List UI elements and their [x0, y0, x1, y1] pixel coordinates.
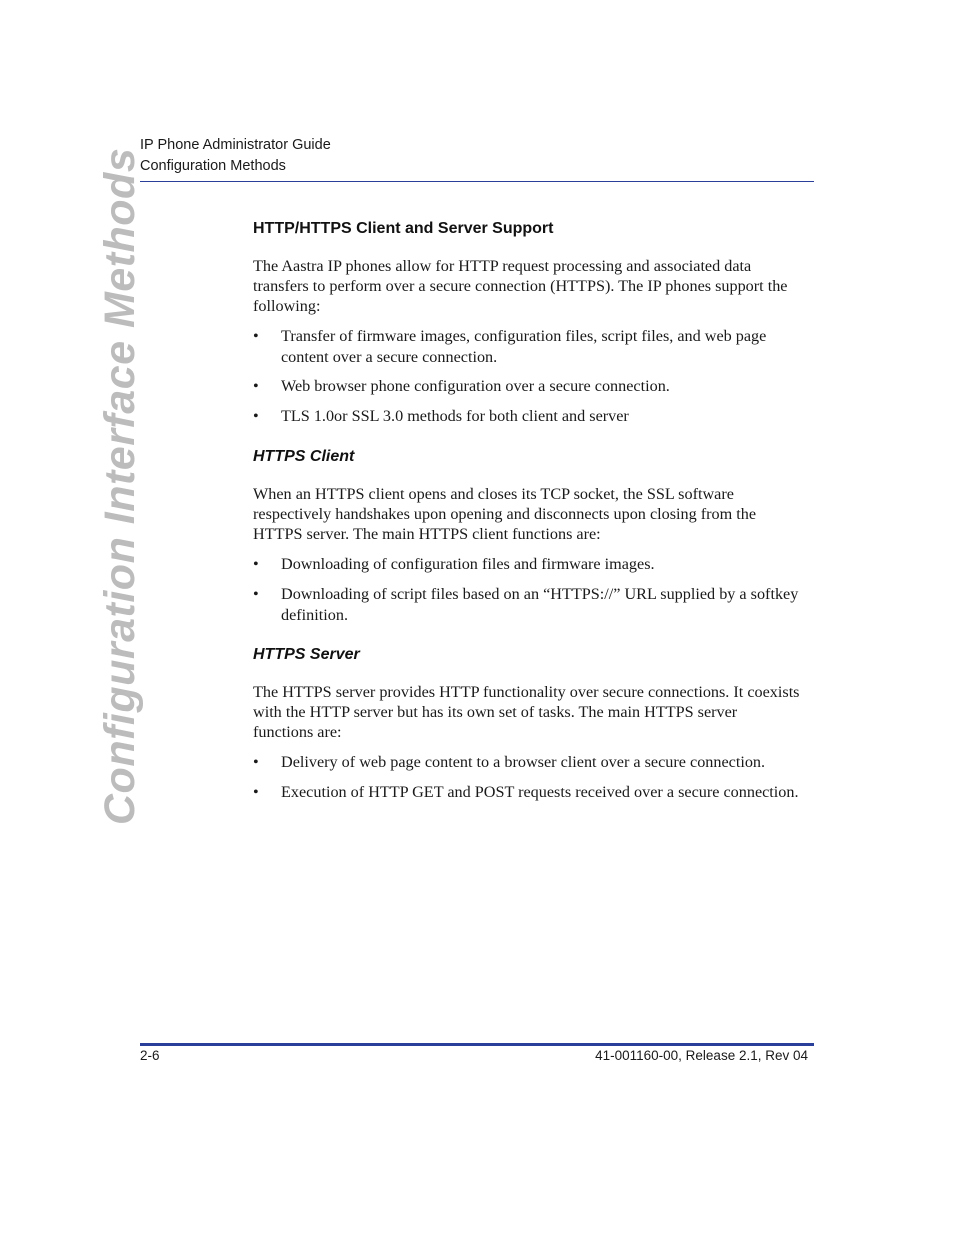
list-item [253, 406, 801, 427]
bullet-glyph: • [253, 377, 259, 395]
list-item [253, 376, 801, 397]
list-item-text: Execution of HTTP GET and POST requests received over a secure connection. [281, 783, 799, 801]
server-intro: The HTTPS server provides HTTP functionality over secure connections. It coexists with the HTTP server but has its own set of tasks. The main HTTPS server functions are: [253, 683, 800, 742]
client-intro: When an HTTPS client opens and closes its TCP socket, the SSL software respectively handshakes upon opening and disconnects upon closing from the HTTPS server. The main HTTPS client functions are: [253, 485, 757, 544]
list-item [253, 752, 801, 773]
list-item-text: Downloading of configuration files and firmware images. [281, 555, 655, 573]
footer-page-number: 2-6 [140, 1048, 160, 1063]
header-rule [140, 181, 814, 182]
list-item-text: Downloading of script files based on an “HTTPS://” URL supplied by a softkey definition. [281, 585, 799, 624]
side-chapter-title: Configuration Interface Methods [96, 147, 144, 825]
bullet-glyph: • [253, 407, 259, 425]
list-item [253, 326, 801, 368]
header-chapter-title: Configuration Methods [140, 158, 286, 174]
header-guide-title: IP Phone Administrator Guide [140, 137, 331, 153]
footer-document-id: 41-001160-00, Release 2.1, Rev 04 [595, 1048, 808, 1063]
bullet-glyph: • [253, 327, 259, 345]
footer-rule [140, 1043, 814, 1046]
list-item-text: Transfer of firmware images, configuration files, script files, and web page content over a secure connection. [281, 327, 767, 366]
list-item-text: TLS 1.0or SSL 3.0 methods for both client and server [281, 407, 629, 425]
list-item-text: Delivery of web page content to a browser client over a secure connection. [281, 753, 766, 771]
list-item [253, 782, 801, 803]
bullet-glyph: • [253, 753, 259, 771]
list-item [253, 554, 801, 575]
client-heading: HTTPS Client [253, 448, 355, 465]
bullet-glyph: • [253, 783, 259, 801]
bullet-glyph: • [253, 585, 259, 603]
bullet-glyph: • [253, 555, 259, 573]
server-heading: HTTPS Server [253, 646, 360, 663]
section-heading: HTTP/HTTPS Client and Server Support [253, 220, 554, 237]
list-item-text: Web browser phone configuration over a secure connection. [281, 377, 670, 395]
section-intro: The Aastra IP phones allow for HTTP request processing and associated data transfers to perform over a secure connection (HTTPS). The IP phones support the following: [253, 257, 788, 316]
list-item [253, 584, 801, 626]
